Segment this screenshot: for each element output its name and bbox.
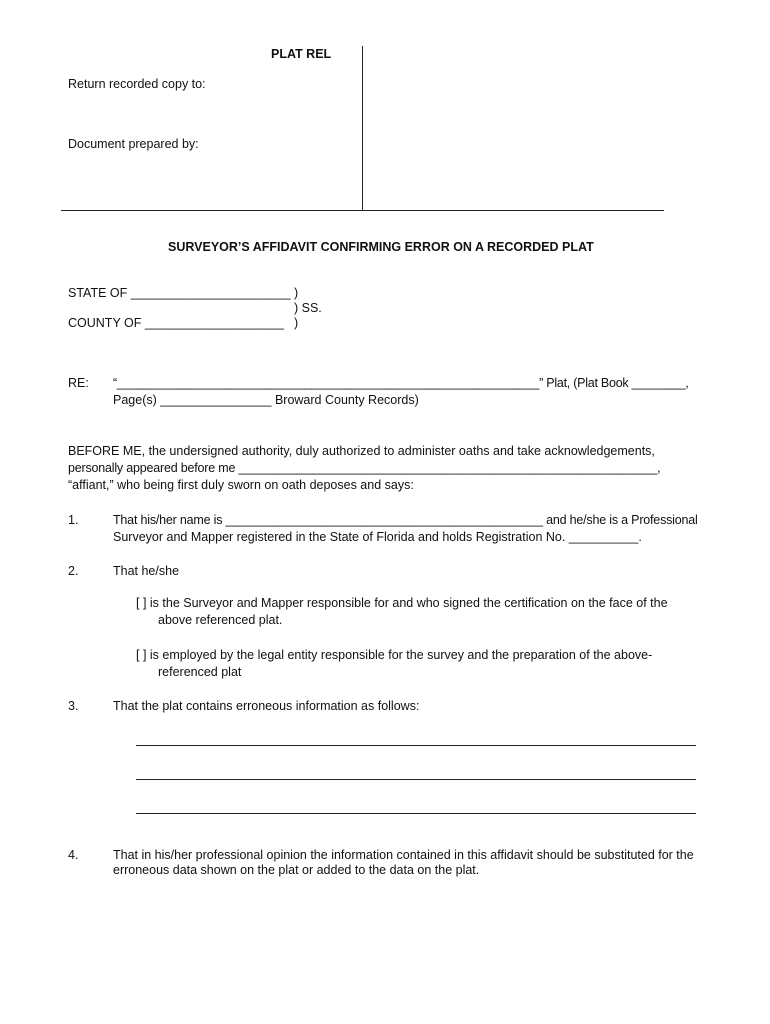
error-line-2 [136, 779, 696, 780]
intro-line-1: BEFORE ME, the undersigned authority, duly authorized to administer oaths and take acknowledgements, [68, 444, 655, 458]
item-1-line-2: Surveyor and Mapper registered in the State of Florida and holds Registration No. __________. [113, 530, 642, 544]
re-pages-line: Page(s) ________________ Broward County Records) [113, 393, 419, 407]
option-a-line-1: [ ] is the Surveyor and Mapper responsible for and who signed the certification on the face of the [136, 596, 668, 610]
header-title: PLAT REL [271, 47, 332, 61]
item-1-line-1: That his/her name is _______________________________________________ and he/she is a Professional [113, 513, 698, 527]
venue-paren-bottom: ) [294, 316, 299, 330]
item-2-text: That he/she [113, 564, 180, 578]
document-title: SURVEYOR’S AFFIDAVIT CONFIRMING ERROR ON A RECORDED PLAT [168, 240, 594, 254]
return-to-label: Return recorded copy to: [68, 77, 206, 91]
item-1-number: 1. [68, 513, 79, 527]
re-plat-line: “_______________________________________________________________” Plat, (Plat Book ________, [113, 376, 689, 390]
item-4-line-2: erroneous data shown on the plat or added to the data on the plat. [113, 863, 480, 877]
item-4-number: 4. [68, 848, 79, 862]
prepared-by-label: Document prepared by: [68, 137, 199, 151]
state-of-line: STATE OF _______________________ [68, 286, 291, 300]
item-3-text: That the plat contains erroneous information as follows: [113, 699, 420, 713]
error-line-3 [136, 813, 696, 814]
county-of-line: COUNTY OF ____________________ [68, 316, 284, 330]
item-3-number: 3. [68, 699, 79, 713]
venue-ss: ) SS. [294, 301, 322, 315]
item-2-number: 2. [68, 564, 79, 578]
error-line-1 [136, 745, 696, 746]
re-label: RE: [68, 376, 89, 390]
option-b-line-2: referenced plat [158, 665, 242, 679]
header-horizontal-divider [61, 210, 664, 211]
option-a-line-2: above referenced plat. [158, 613, 283, 627]
intro-line-3: “affiant,” who being first duly sworn on oath deposes and says: [68, 478, 414, 492]
item-4-line-1: That in his/her professional opinion the information contained in this affidavit should be substituted for the [113, 848, 694, 862]
header-vertical-divider [362, 46, 363, 210]
intro-line-2: personally appeared before me ______________________________________________________________, [68, 461, 661, 475]
option-b-line-1: [ ] is employed by the legal entity responsible for the survey and the preparation of the above- [136, 648, 653, 662]
venue-paren-top: ) [294, 286, 299, 300]
